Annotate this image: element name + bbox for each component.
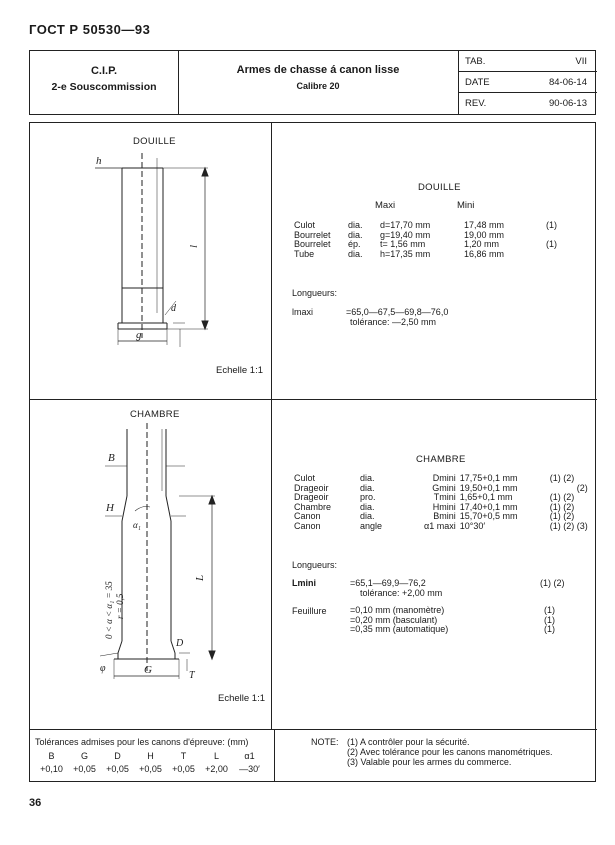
label-g: g [136, 329, 142, 341]
label-h: h [96, 155, 102, 167]
kind: dia. [360, 511, 375, 521]
douille-longueurs-label: Longueurs: [292, 288, 338, 298]
subcommission: 2-e Souscommission [51, 81, 157, 93]
chambre-table [292, 474, 590, 531]
meta-label: REV. [465, 98, 487, 109]
feuillure-value: =0,35 mm (automatique) [350, 624, 449, 634]
tol-symbol: H [147, 750, 154, 761]
table-row [348, 625, 557, 635]
douille-drawing-title: DOUILLE [133, 136, 176, 147]
label-r: r = 0,5 [115, 593, 125, 619]
table-row [292, 231, 559, 241]
value: 17,40+0,1 mm [459, 501, 518, 512]
note: (1) [546, 220, 557, 230]
meta-value: 84-06-14 [548, 77, 587, 88]
part: Chambre [294, 501, 332, 512]
chambre-drawing [30, 401, 270, 727]
label-alpha: α₁ [133, 520, 141, 530]
lmini-label: Lmini [292, 578, 316, 588]
tol-value: +0,05 [73, 763, 96, 774]
lmini-notes: (1) (2) [540, 578, 565, 588]
note [544, 250, 559, 260]
label-d: D [176, 638, 184, 649]
notes-label: NOTE: [311, 737, 339, 747]
mini: 19,00 mm [464, 229, 505, 240]
tol-value: +0,05 [139, 763, 162, 774]
maxi: t= 1,56 mm [380, 239, 426, 249]
tolerances-symbols [35, 750, 266, 763]
doc-title: Armes de chasse á canon lisse [236, 64, 400, 76]
kind: dia. [348, 220, 363, 230]
part: Canon [294, 511, 321, 521]
kind: dia. [348, 248, 363, 259]
maxi: g=19,40 mm [380, 229, 431, 240]
table-row [292, 522, 590, 532]
col-maxi: Maxi [375, 200, 396, 211]
notes: (1) (2) [549, 511, 575, 521]
mini: 16,86 mm [464, 248, 505, 259]
chambre-drawing-title: CHAMBRE [130, 409, 180, 420]
notes: (1) (2) (3) [549, 520, 588, 531]
tol-symbol: L [213, 750, 219, 761]
feuillure-label: Feuillure [292, 606, 327, 616]
kind: dia. [360, 501, 375, 512]
douille-tolerance: tolérance: —2,50 mm [350, 317, 437, 327]
divider-notes-vertical [274, 729, 275, 782]
part: Canon [294, 520, 321, 531]
notes: (2) [576, 482, 588, 493]
kind: dia. [360, 482, 375, 493]
note-3: (3) Valable pour les armes du commerce. [347, 757, 512, 767]
caliber: Calibre 20 [296, 81, 340, 91]
org-cell [30, 51, 179, 114]
part: Tube [294, 248, 315, 259]
sym: Bmini [433, 511, 456, 521]
kind: angle [360, 520, 383, 531]
value: 10°30′ [459, 520, 486, 531]
header-box [29, 50, 596, 115]
chambre-table-title: CHAMBRE [416, 454, 466, 465]
douille-scale: Echelle 1:1 [216, 365, 264, 376]
mini: 17,48 mm [464, 220, 505, 230]
org-name: C.I.P. [90, 65, 118, 77]
tol-symbol: T [180, 750, 187, 761]
chambre-tolerance: tolérance: +2,00 mm [360, 588, 443, 598]
sym: Dmini [432, 473, 456, 483]
kind: dia. [348, 229, 363, 240]
tolerances-title: Tolérances admises pour les canons d'épreuve: (mm) [35, 737, 249, 747]
notes: (1) (2) [549, 492, 575, 502]
feuillure-value: =0,20 mm (basculant) [350, 614, 438, 625]
maxi: d=17,70 mm [380, 220, 431, 230]
tol-value: +0,05 [172, 763, 195, 774]
tolerances-values [35, 763, 266, 776]
tol-value: +0,10 [40, 764, 63, 774]
feuillure-note: (1) [544, 605, 555, 615]
meta-label: DATE [465, 77, 490, 88]
tol-symbol: D [114, 750, 121, 761]
table-row [292, 250, 559, 260]
part: Drageoir [294, 482, 329, 493]
divider-douille-chambre [30, 399, 597, 400]
label-h: H [106, 502, 114, 514]
chambre-scale: Echelle 1:1 [218, 693, 266, 704]
note-1: (1) A contrôler pour la sécurité. [347, 737, 470, 747]
part: Drageoir [294, 492, 329, 502]
divider-chambre-notes [30, 729, 597, 730]
main-box [29, 122, 596, 782]
value: 19,50+0,1 mm [459, 482, 518, 493]
kind: dia. [360, 473, 375, 483]
title-cell [178, 51, 459, 114]
sym: Tmini [433, 492, 456, 502]
meta-label: TAB. [465, 56, 486, 67]
value: 15,70+0,5 mm [459, 511, 518, 521]
kind: pro. [360, 492, 376, 502]
value: 1,65+0,1 mm [459, 492, 513, 502]
meta-cell [458, 51, 597, 114]
notes: (1) (2) [549, 473, 575, 483]
svg-text:L: L [194, 574, 206, 581]
label-phi: φ [100, 663, 106, 674]
tol-symbol: B [48, 751, 55, 761]
feuillure-table [348, 606, 557, 635]
label-alpha-range: 0 < α < α₁ = 35 [104, 581, 114, 639]
label-t: T [189, 670, 195, 681]
douille-table-title: DOUILLE [418, 182, 461, 193]
label-g: G [144, 664, 152, 676]
sym: Gmini [432, 482, 456, 493]
meta-value: VII [575, 56, 587, 67]
value: 17,75+0,1 mm [459, 473, 518, 483]
maxi: h=17,35 mm [380, 248, 431, 259]
note-2: (2) Avec tolérance pour les canons manométriques. [347, 747, 553, 757]
tol-value: +2,00 [205, 763, 228, 774]
meta-value: 90-06-13 [548, 98, 587, 109]
lmini-value: =65,1—69,9—76,2 [350, 578, 426, 588]
meta-row-rev [458, 93, 597, 113]
feuillure-note: (1) [544, 624, 555, 634]
douille-drawing [30, 123, 270, 398]
divider-vertical [271, 123, 272, 729]
sym: α1 maxi [424, 520, 456, 531]
label-d: d [171, 303, 176, 314]
label-b: B [108, 452, 115, 464]
col-mini: Mini [457, 200, 475, 211]
meta-row-date [458, 72, 597, 93]
part: Culot [294, 473, 316, 483]
douille-table [292, 221, 559, 259]
feuillure-value: =0,10 mm (manomètre) [350, 605, 445, 615]
page-header: ГОСТ Р 50530—93 [29, 22, 151, 37]
note: (1) [546, 239, 557, 249]
tol-value: —30′ [239, 763, 260, 774]
label-l: l [188, 244, 200, 248]
page-number: 36 [29, 797, 42, 809]
tol-symbol: α1 [244, 750, 255, 761]
feuillure-note: (1) [544, 614, 555, 625]
part: Bourrelet [294, 229, 331, 240]
chambre-longueurs-label: Longueurs: [292, 560, 338, 570]
part: Culot [294, 220, 316, 230]
tolerances-table [35, 750, 266, 776]
sym: Hmini [432, 501, 456, 512]
tol-symbol: G [80, 750, 88, 761]
notes: (1) (2) [549, 501, 575, 512]
lmaxi-label: lmaxi [292, 307, 314, 317]
meta-row-tab [458, 51, 597, 72]
mini: 1,20 mm [464, 239, 500, 249]
lmaxi-value: =65,0—67,5—69,8—76,0 [346, 307, 449, 317]
kind: ép. [348, 239, 361, 249]
tol-value: +0,05 [106, 763, 129, 774]
part: Bourrelet [294, 239, 331, 249]
